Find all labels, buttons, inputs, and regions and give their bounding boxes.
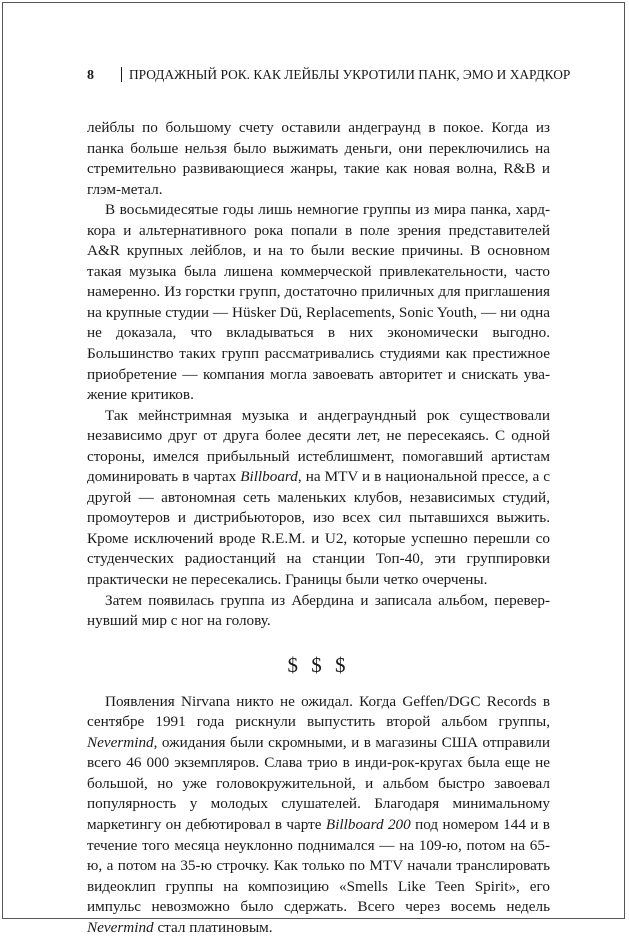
section-divider: $ $ $: [287, 652, 350, 677]
paragraph-3-text-a: Так мейнстримная музыка и андеграундный рок существовали независимо друг от друга более десяти лет, не пересекаясь. С одной стороны, имелся прибыльный истеблишмент, помогавший артистам доминировать в чартах: [87, 406, 550, 486]
paragraph-3-text-c: , на MTV и в национальной прессе, а с другой — автономная сеть маленьких клубов, независимых студий, промоутеров и дистрибьюторов, изо всех сил пытавшихся выжить. Кроме исключений вроде R.E.M. и U2, которые успешно перешли со студенческих радиостанций на станции Топ-40, эти группировки практически не пересекались. Границы были четко очерчены.: [87, 468, 550, 589]
billboard-200-title: Billboard 200: [325, 815, 411, 833]
paragraph-4: Затем появилась группа из Абердина и записала альбом, перевернувший мир с ног на голову.: [87, 591, 550, 630]
paragraph-3: [87, 406, 550, 591]
running-header: [87, 67, 570, 84]
page-body: [87, 118, 550, 938]
paragraph-5-text-e: под номером 144 и в течение того месяца неуклонно поднимался — на 109-ю, потом на 65-ю, а потом на 35-ю строчку. Как только по MTV начали транслировать видеоклип группы на композицию «Smells Like Teen Spirit», его импульс невозможно было сдержать. Всего через восемь недель: [87, 815, 550, 916]
paragraph-5: [87, 692, 550, 938]
paragraph-2: В восьмидесятые годы лишь немногие группы из мира панка, хардкора и альтернативного рока попали в поле зрения представителей A&R крупных лейблов, и на то были веские причины. В основном такая музыка была лишена коммерческой привлекательности, часто намеренно. Из горстки групп, достаточно приличных для приглашения на крупные студии — Hüsker Dü, Replacements, Sonic Youth, — ни одна не доказала, что вкладываться в них экономически выгодно. Большинство таких групп рассматривались студиями как престижное приобретение — компания могла завоевать авторитет и снискать уважение критиков.: [87, 201, 550, 404]
paragraph-1: лейблы по большому счету оставили андеграунд в покое. Когда из панка больше нельзя было выжимать деньги, они переключились на стремительно развивающиеся жанры, такие как новая волна, R&B и глэм-метал.: [87, 119, 550, 198]
running-title: ПРОДАЖНЫЙ РОК. КАК ЛЕЙБЛЫ УКРОТИЛИ ПАНК, ЭМО И ХАРДКОР: [129, 67, 571, 82]
nevermind-title: Nevermind: [87, 733, 154, 751]
paragraph-5-text-c: , ожидания были скромными, и в магазины США отправили всего 46 000 экземпляров. Слава трио в инди-рок-кругах была еще не большой, но уже головокружительной, и альбом быстро завоевал популярность у молодых слушателей. Благодаря минимальному маркетингу он дебютировал в чарте: [87, 733, 550, 833]
paragraph-5-text-a: Появления Nirvana никто не ожидал. Когда Geffen/DGC Records в сентябре 1991 года рискнули выпустить второй альбом группы,: [87, 692, 550, 731]
paragraph-5-text-g: стал платиновым.: [153, 918, 273, 936]
header-separator: [121, 67, 122, 82]
page-number: 8: [87, 68, 94, 83]
billboard-title: Billboard: [240, 468, 298, 486]
nevermind-title-2: Nevermind: [87, 918, 154, 936]
book-page: [2, 2, 625, 936]
